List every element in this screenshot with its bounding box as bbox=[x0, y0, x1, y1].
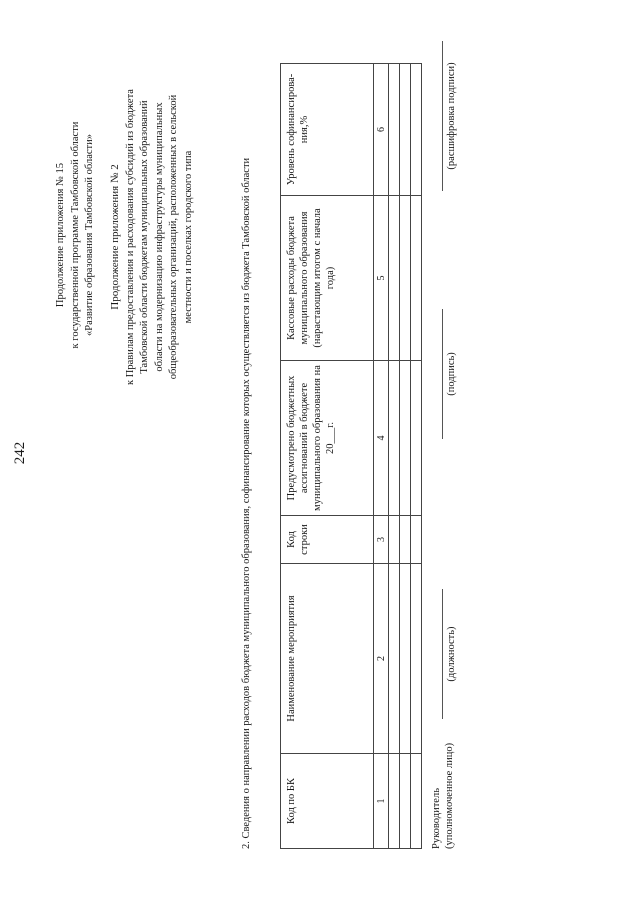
table-cell bbox=[389, 64, 400, 196]
table-cell bbox=[400, 196, 411, 361]
signature-line-position bbox=[442, 589, 443, 719]
table-row bbox=[389, 64, 400, 849]
table-cell bbox=[411, 196, 422, 361]
header-cell-bk-code: Код по БК bbox=[281, 754, 374, 849]
rules-line: области на модернизацию инфраструктуры муниципальных bbox=[153, 102, 165, 372]
signature-head-title: Руководитель bbox=[431, 788, 442, 849]
signature-name-caption: (расшифровка подписи) bbox=[446, 62, 457, 170]
table-cell bbox=[389, 754, 400, 849]
appendix-line: Продолжение приложения № 15 bbox=[55, 162, 66, 308]
table-cell bbox=[400, 754, 411, 849]
appendix-line: «Развитие образования Тамбовской области» bbox=[84, 134, 95, 336]
section-title: 2. Сведения о направлении расходов бюджета муниципального образования, софинансирование которых осуществляется из бюджета Тамбовской области bbox=[241, 157, 252, 849]
header-cell-planned-allocations: Предусмотрено бюджетных асcигнований в бюджете муниципального образования на 20___г. bbox=[281, 361, 374, 516]
table-column-numbers-row bbox=[374, 64, 389, 849]
header-cell-activity-name: Наименование мероприятия bbox=[281, 564, 374, 754]
header-cell-cofinancing-level: Уровень софинансирова-ния,% bbox=[281, 64, 374, 196]
header-cell-row-code: Код строки bbox=[281, 516, 374, 564]
header-cell-cash-expenses: Кассовые расходы бюджета муниципального образования (нарастающим итогом с начала года) bbox=[281, 196, 374, 361]
page-number: 242 bbox=[12, 441, 28, 465]
signature-line-name bbox=[442, 41, 443, 191]
column-number: 4 bbox=[374, 361, 389, 516]
table-cell bbox=[411, 516, 422, 564]
table-cell bbox=[389, 564, 400, 754]
signature-sign-caption: (подпись) bbox=[446, 352, 457, 396]
table-cell bbox=[389, 196, 400, 361]
appendix-reference bbox=[54, 65, 98, 405]
signature-line-sign bbox=[442, 309, 443, 439]
table-cell bbox=[411, 564, 422, 754]
table-cell bbox=[411, 64, 422, 196]
column-number: 3 bbox=[374, 516, 389, 564]
rules-line: общеобразовательных организаций, расположенных в сельской bbox=[168, 94, 179, 380]
table-cell bbox=[400, 564, 411, 754]
column-number: 6 bbox=[374, 64, 389, 196]
signature-position-caption: (должность) bbox=[446, 626, 457, 682]
appendix-line: к государственной программе Тамбовской области bbox=[69, 121, 81, 349]
table-row bbox=[400, 64, 411, 849]
column-number: 2 bbox=[374, 564, 389, 754]
table-cell bbox=[411, 754, 422, 849]
table-cell bbox=[389, 361, 400, 516]
rules-line: Тамбовской области бюджетам муниципальных образований bbox=[139, 100, 150, 374]
table-cell bbox=[389, 516, 400, 564]
table-row bbox=[411, 64, 422, 849]
signature-head-subtitle: (уполномоченное лицо) bbox=[444, 742, 455, 849]
rules-line: к Правилам предоставления и расходования субсидий из бюджета bbox=[124, 89, 136, 385]
table-cell bbox=[411, 361, 422, 516]
column-number: 5 bbox=[374, 196, 389, 361]
table-cell bbox=[400, 361, 411, 516]
rules-line: Продолжение приложения № 2 bbox=[109, 164, 121, 310]
rules-reference bbox=[108, 27, 196, 447]
table-cell bbox=[400, 64, 411, 196]
table-cell bbox=[400, 516, 411, 564]
table-header-row bbox=[281, 64, 374, 849]
rules-line: местности и поселках городского типа bbox=[182, 150, 194, 324]
expenditure-table bbox=[280, 63, 422, 849]
column-number: 1 bbox=[374, 754, 389, 849]
